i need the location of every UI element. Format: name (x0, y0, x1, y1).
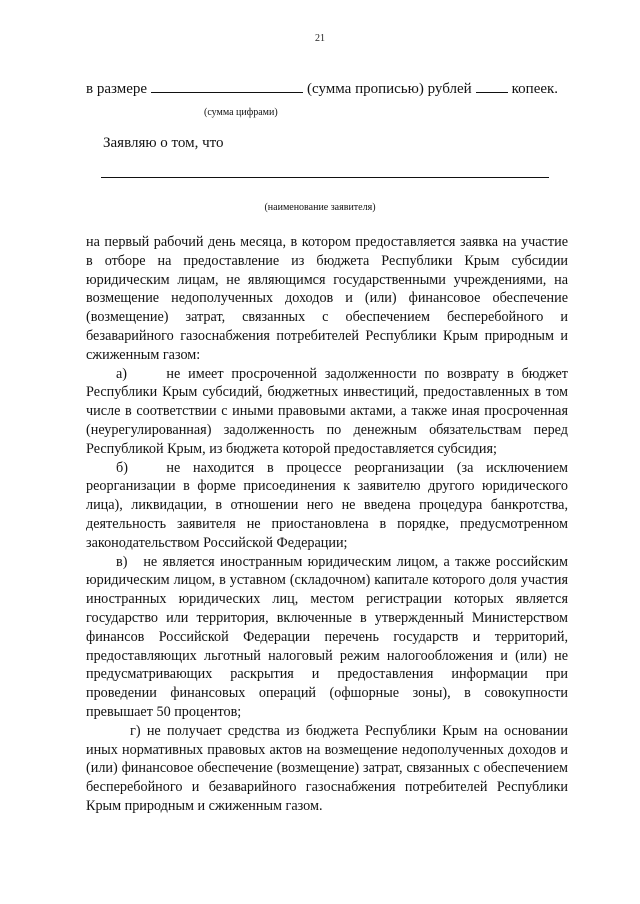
item-g: г) не получает средства из бюджета Республики Крым на основании иных нормативных правовых актов на возмещение недополученных доходов и (или) финансовое обеспечение (возмещение) затрат, связанных с обеспечением бесперебойного и безаварийного газоснабжения потребителей Республики Крым природным и сжиженным газом. (86, 722, 568, 814)
item-v: в) не является иностранным юридическим лицом, а также российским юридическим лицом, в уставном (складочном) капитале которого доля участия иностранных юридических лиц, местом регистрации которых является государство или территория, включенные в утвержденный Министерством финансов Российской Федерации перечень государств и территорий, предоставляющих льготный налоговый режим налогообложения и (или) не предусматривающих раскрытия и предоставления информации при проведении финансовых операций (офшорные зоны), в совокупности превышает 50 процентов; (86, 553, 568, 720)
amount-prefix: в размере (86, 81, 148, 97)
intro-paragraph: на первый рабочий день месяца, в котором предоставляется заявка на участие в отборе на предоставление из бюджета Республики Крым субсидии юридическим лицам, не являющимся государственными учреждениями, на возмещение недополученных доходов и (или) финансовое обеспечение (возмещение) затрат, связанных с обеспечением бесперебойного и безаварийного газоснабжения потребителей Республики Крым природным и сжиженным газом: (86, 234, 568, 363)
item-a: а) не имеет просроченной задолженности по возврату в бюджет Республики Крым субсидий, бюджетных инвестиций, предоставленных в том числе в соответствии с иными правовыми актами, а также иная просроченная (неурегулированная) задолженность по денежным обязательствам перед Республикой Крым, из бюджета которой предоставляется субсидия; (86, 365, 568, 457)
amount-in-words-label: (сумма прописью) рублей (307, 81, 472, 97)
amount-digits-blank (151, 79, 303, 93)
item-b: б) не находится в процессе реорганизации (за исключением реорганизации в форме присоединения к заявителю другого юридического лица), ликвидации, в отношении него не введена процедура банкротства, деятельность заявителя не приостановлена в порядке, предусмотренном законодательством Российской Федерации; (86, 459, 568, 551)
applicant-name-blank (101, 177, 549, 178)
page-number: 21 (315, 33, 325, 44)
kopecks-blank (476, 79, 508, 93)
declaration-body (86, 233, 568, 816)
amount-line (86, 79, 566, 98)
applicant-name-caption: (наименование заявителя) (264, 202, 376, 213)
amount-digits-caption: (сумма цифрами) (204, 107, 278, 118)
kopecks-label: копеек. (511, 81, 559, 97)
declaration-intro: Заявляю о том, что (103, 135, 224, 151)
